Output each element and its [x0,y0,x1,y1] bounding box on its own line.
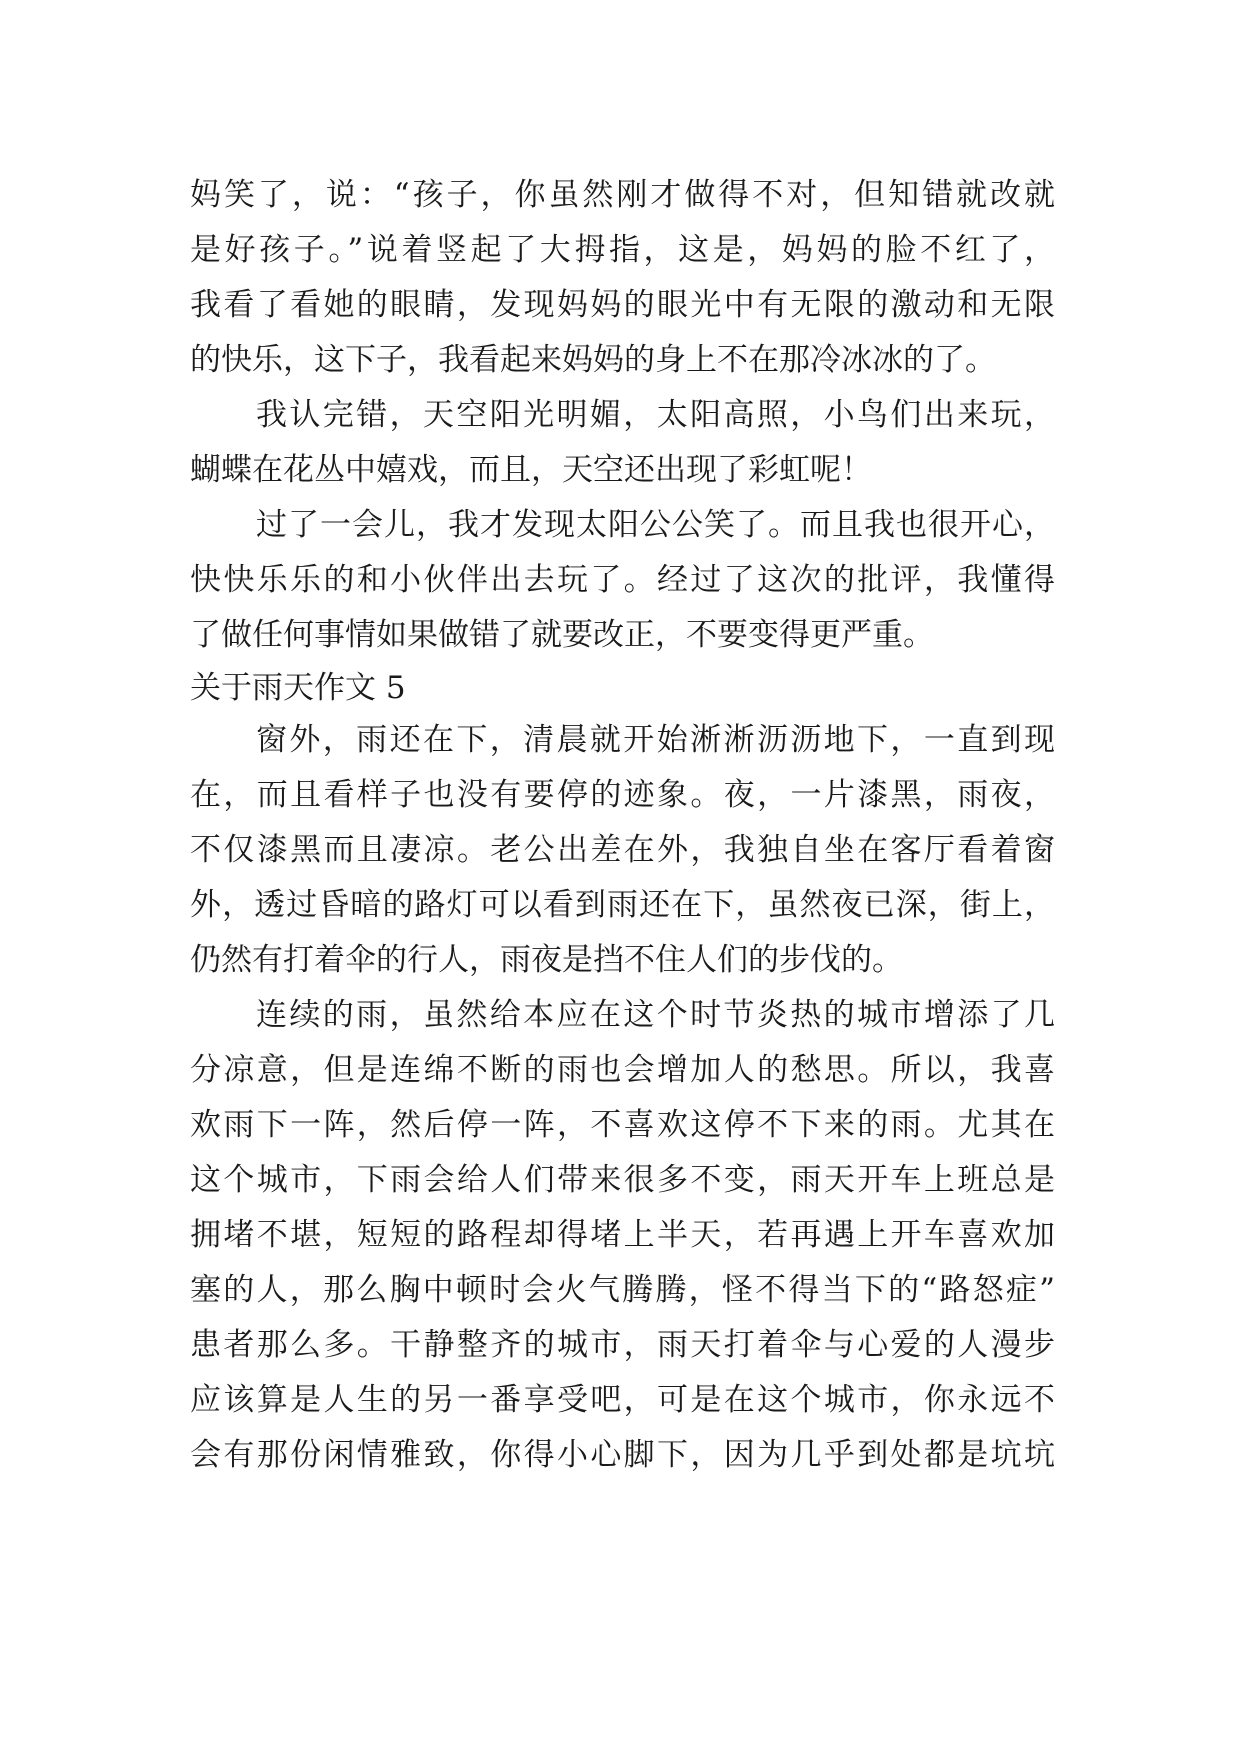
text-line: 了做任何事情如果做错了就要改正，不要变得更严重。 [190,617,934,653]
text-line: 在，而且看样子也没有要停的迹象。夜，一片漆黑，雨夜， [190,777,1055,813]
text-line: 快快乐乐的和小伙伴出去玩了。经过了这次的批评，我懂得 [190,562,1055,598]
text-line: 分凉意，但是连绵不断的雨也会增加人的愁思。所以，我喜 [190,1052,1055,1088]
heading-text: 关于雨天作文 5 [190,670,406,706]
text-line: 外，透过昏暗的路灯可以看到雨还在下，虽然夜已深，街上， [190,887,1055,923]
text-line: 的快乐，这下子，我看起来妈妈的身上不在那冷冰冰的了。 [190,342,996,378]
text-line: 妈笑了，说：“孩子，你虽然刚才做得不对，但知错就改就 [190,177,1055,213]
text-line: 不仅漆黑而且凄凉。老公出差在外，我独自坐在客厅看着窗 [190,832,1055,868]
paragraph [190,168,1055,388]
text-line: 会有那份闲情雅致，你得小心脚下，因为几乎到处都是坑坑 [190,1437,1055,1473]
text-line: 应该算是人生的另一番享受吧，可是在这个城市，你永远不 [190,1382,1055,1418]
text-line: 是好孩子。”说着竖起了大拇指，这是，妈妈的脸不红了， [190,232,1055,268]
text-line: 塞的人，那么胸中顿时会火气腾腾，怪不得当下的“路怒症” [190,1272,1055,1308]
section-heading [190,663,1055,713]
text-line: 欢雨下一阵，然后停一阵，不喜欢这停不下来的雨。尤其在 [190,1107,1055,1143]
text-line: 仍然有打着伞的行人，雨夜是挡不住人们的步伐的。 [190,942,903,978]
paragraph [190,498,1055,663]
text-line: 蝴蝶在花丛中嬉戏，而且，天空还出现了彩虹呢！ [190,452,872,488]
text-line: 这个城市，下雨会给人们带来很多不变，雨天开车上班总是 [190,1162,1055,1198]
paragraph [190,388,1055,498]
text-line: 我认完错，天空阳光明媚，太阳高照，小鸟们出来玩， [256,397,1055,433]
text-line: 过了一会儿，我才发现太阳公公笑了。而且我也很开心， [256,507,1055,543]
paragraph [190,713,1055,988]
text-line: 窗外，雨还在下，清晨就开始淅淅沥沥地下，一直到现 [256,722,1055,758]
text-line: 拥堵不堪，短短的路程却得堵上半天，若再遇上开车喜欢加 [190,1217,1055,1253]
text-line: 我看了看她的眼睛，发现妈妈的眼光中有无限的激动和无限 [190,287,1055,323]
text-line: 连续的雨，虽然给本应在这个时节炎热的城市增添了几 [256,997,1055,1033]
text-line: 患者那么多。干静整齐的城市，雨天打着伞与心爱的人漫步 [190,1327,1055,1363]
paragraph [190,988,1055,1483]
document-body [190,168,1055,1483]
